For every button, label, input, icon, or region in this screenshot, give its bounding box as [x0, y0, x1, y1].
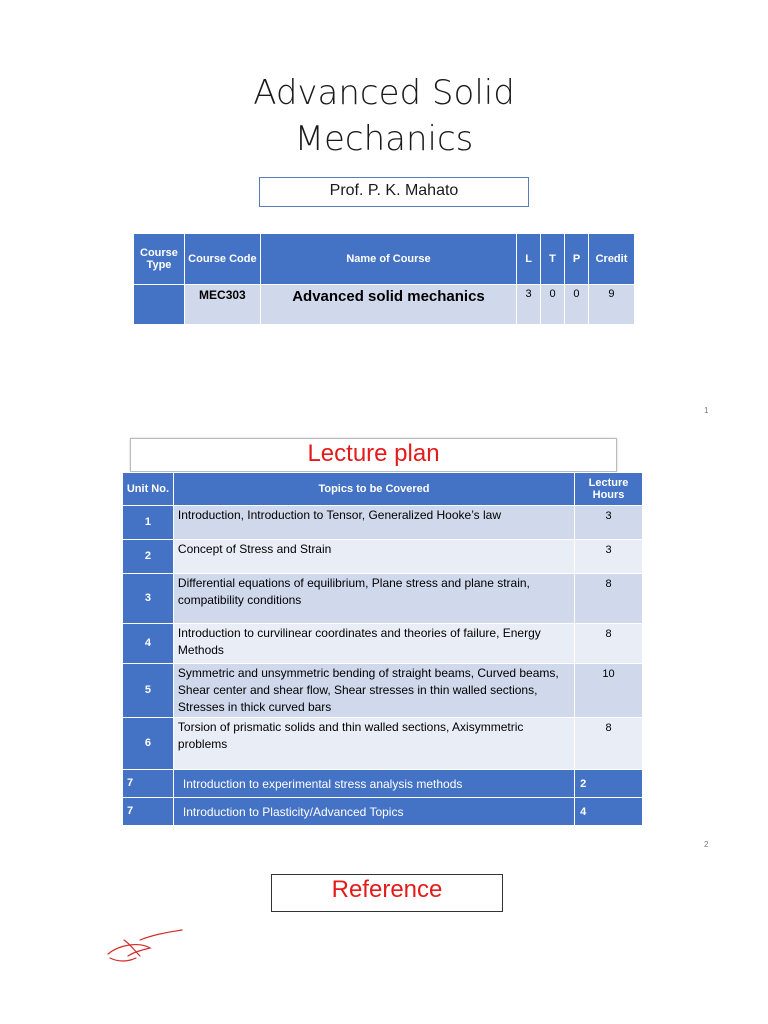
t-cell: 0	[541, 285, 565, 325]
hours-cell: 3	[575, 540, 643, 574]
l-cell: 3	[517, 285, 541, 325]
header-credit: Credit	[588, 234, 634, 285]
course-name-cell: Advanced solid mechanics	[260, 285, 516, 325]
table-row	[123, 624, 643, 664]
hours-cell: 3	[575, 506, 643, 540]
hours-cell: 8	[575, 718, 643, 770]
unit-cell: 7	[123, 798, 174, 826]
table-row	[123, 540, 643, 574]
topic-cell: Concept of Stress and Strain	[173, 540, 574, 574]
title-line-1: Advanced Solid	[253, 73, 515, 113]
topic-cell: Symmetric and unsymmetric bending of straight beams, Curved beams, Shear center and shear flow, Shear stresses in thin walled sections, Stresses in thick curved bars	[173, 664, 574, 718]
lecture-plan-header	[123, 473, 643, 506]
header-name-of-course: Name of Course	[260, 234, 516, 285]
table-row	[123, 718, 643, 770]
hours-cell: 4	[575, 798, 643, 826]
table-row	[123, 506, 643, 540]
unit-cell: 5	[123, 664, 174, 718]
unit-cell: 3	[123, 574, 174, 624]
reference-heading: Reference	[271, 874, 503, 912]
topic-cell: Introduction to Plasticity/Advanced Topics	[173, 798, 574, 826]
handwritten-scribble-icon	[100, 922, 190, 967]
p-cell: 0	[565, 285, 589, 325]
course-table-header	[134, 234, 635, 285]
unit-cell: 1	[123, 506, 174, 540]
course-row	[134, 285, 635, 325]
topic-cell: Introduction to curvilinear coordinates and theories of failure, Energy Methods	[173, 624, 574, 664]
topic-cell: Introduction to experimental stress analysis methods	[173, 770, 574, 798]
header-course-code: Course Code	[184, 234, 260, 285]
unit-cell: 2	[123, 540, 174, 574]
title-line-2: Mechanics	[294, 119, 474, 159]
header-topics: Topics to be Covered	[173, 473, 574, 506]
course-type-cell	[134, 285, 185, 325]
hours-cell: 8	[575, 624, 643, 664]
unit-cell: 7	[123, 770, 174, 798]
hours-cell: 8	[575, 574, 643, 624]
unit-cell: 4	[123, 624, 174, 664]
table-row	[123, 574, 643, 624]
table-row	[123, 664, 643, 718]
page-title	[0, 70, 768, 162]
page-number-1: 1	[704, 406, 709, 415]
lecture-plan-table	[122, 472, 643, 826]
topic-cell: Torsion of prismatic solids and thin walled sections, Axisymmetric problems	[173, 718, 574, 770]
header-course-type: Course Type	[134, 234, 185, 285]
professor-name: Prof. P. K. Mahato	[259, 177, 529, 207]
header-t: T	[541, 234, 565, 285]
header-lecture-hours: Lecture Hours	[575, 473, 643, 506]
header-unit-no: Unit No.	[123, 473, 174, 506]
table-row	[123, 770, 643, 798]
lecture-plan-title: Lecture plan	[307, 440, 440, 467]
hours-cell: 2	[575, 770, 643, 798]
unit-cell: 6	[123, 718, 174, 770]
table-row	[123, 798, 643, 826]
topic-cell: Introduction, Introduction to Tensor, Generalized Hooke’s law	[173, 506, 574, 540]
header-l: L	[517, 234, 541, 285]
course-table	[133, 233, 635, 325]
header-p: P	[565, 234, 589, 285]
hours-cell: 10	[575, 664, 643, 718]
topic-cell: Differential equations of equilibrium, Plane stress and plane strain, compatibility conditions	[173, 574, 574, 624]
page-number-2: 2	[704, 840, 709, 849]
course-code-cell: MEC303	[184, 285, 260, 325]
credit-cell: 9	[588, 285, 634, 325]
